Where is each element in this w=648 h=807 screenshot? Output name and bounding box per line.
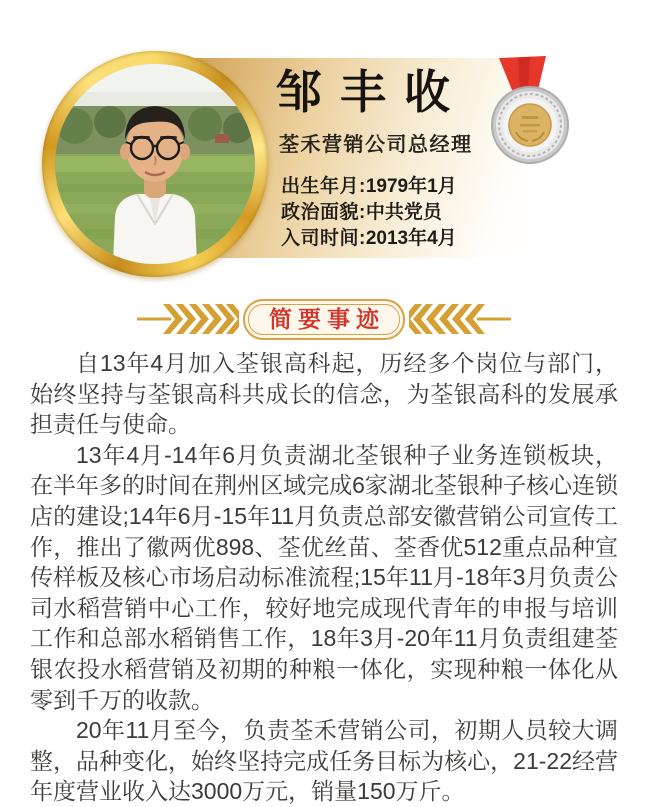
info-label: 入司时间: (281, 228, 366, 249)
person-job-title: 荃禾营销公司总经理 (279, 134, 473, 156)
info-value: 2013年4月 (365, 228, 457, 249)
info-label: 政治面貌: (281, 202, 366, 223)
section-header (0, 298, 648, 340)
info-row-political (281, 202, 457, 224)
medal-icon (488, 54, 574, 166)
info-label: 出生年月: (281, 176, 366, 197)
profile-header (0, 0, 648, 296)
portrait-illustration (55, 64, 255, 264)
info-row-birth (281, 176, 457, 198)
wheat-arrow-left-icon (137, 302, 239, 336)
profile-info-list (281, 176, 457, 254)
section-title-badge: 简要事迹 (243, 299, 405, 340)
biography-text (30, 348, 618, 807)
info-row-join-date (281, 228, 457, 250)
info-value: 1979年1月 (365, 176, 457, 197)
bio-paragraph-3: 20年11月至今，负责荃禾营销公司，初期人员较大调整，品种变化，始终坚持完成任务目标为核心，21-22经营年度营业收入达3000万元，销量150万斤。 (30, 717, 618, 805)
person-name: 邹丰收 (276, 65, 468, 119)
portrait-photo (55, 64, 255, 264)
info-value: 中共党员 (365, 202, 442, 223)
bio-paragraph-1: 自13年4月加入荃银高科起，历经多个岗位与部门，始终坚持与荃银高科共成长的信念，为荃银高科的发展承担责任与使命。 (30, 350, 618, 438)
wheat-arrow-right-icon (409, 302, 511, 336)
bio-paragraph-2: 13年4月-14年6月负责湖北荃银种子业务连锁板块，在半年多的时间在荆州区域完成6家湖北荃银种子核心连锁店的建设;14年6月-15年11月负责总部安徽营销公司宣传工作，推出了徽两优898、荃优丝苗、荃香优512重点品种宣传样板及核心市场启动标准流程;15年11月-18年3月负责公司水稻营销中心工作，较好地完成现代青年的申报与培训工作和总部水稻销售工作，18年3月-20年11月负责组建荃银农投水稻营销及初期的种粮一体化，实现种粮一体化从零到千万的收款。 (30, 441, 618, 713)
gold-photo-frame (42, 51, 268, 277)
